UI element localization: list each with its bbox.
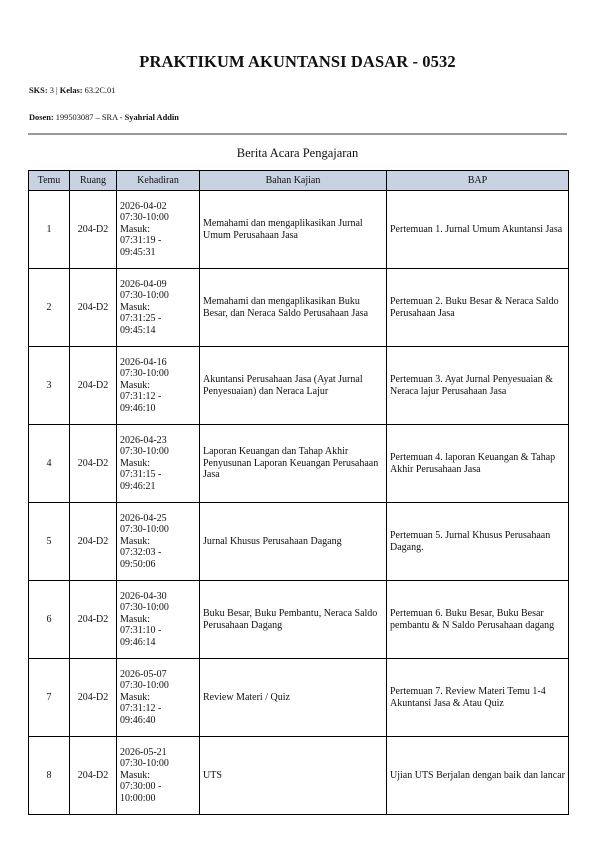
kelas-value: 63.2C.01 (84, 86, 116, 95)
cell-bap: Pertemuan 2. Buku Besar & Neraca Saldo Perusahaan Jasa (387, 269, 569, 347)
cell-ruang: 204-D2 (70, 503, 117, 581)
cell-bap: Pertemuan 7. Review Materi Temu 1-4 Akuntansi Jasa & Atau Quiz (387, 659, 569, 737)
table-row (29, 581, 569, 659)
cell-bap: Pertemuan 3. Ayat Jurnal Penyesuaian & Neraca lajur Perusahaan Jasa (387, 347, 569, 425)
table-header-row (29, 171, 569, 191)
cell-bahan-kajian: Review Materi / Quiz (200, 659, 387, 737)
table-row (29, 659, 569, 737)
header-ruang: Ruang (70, 171, 117, 191)
cell-kehadiran: 2026-05-07 07:30-10:00 Masuk: 07:31:12 - 09:46:40 (117, 659, 200, 737)
cell-kehadiran: 2026-04-25 07:30-10:00 Masuk: 07:32:03 - 09:50:06 (117, 503, 200, 581)
header-kehadiran: Kehadiran (117, 171, 200, 191)
sks-label: SKS: (29, 86, 48, 95)
kelas-label: Kelas: (59, 86, 83, 95)
dosen-name: Syahrial Addin (124, 113, 179, 122)
page-title: PRAKTIKUM AKUNTANSI DASAR - 0532 (139, 52, 456, 71)
lecturer-info-line (29, 113, 179, 122)
cell-bahan-kajian: Memahami dan mengaplikasikan Jurnal Umum Perusahaan Jasa (200, 191, 387, 269)
table-row (29, 191, 569, 269)
section-title: Berita Acara Pengajaran (236, 146, 359, 160)
sks-value: 3 (49, 86, 54, 95)
cell-kehadiran: 2026-04-09 07:30-10:00 Masuk: 07:31:25 - 09:45:14 (117, 269, 200, 347)
cell-bahan-kajian: Akuntansi Perusahaan Jasa (Ayat Jurnal Penyesuaian) dan Neraca Lajur (200, 347, 387, 425)
cell-ruang: 204-D2 (70, 269, 117, 347)
table-row (29, 503, 569, 581)
cell-ruang: 204-D2 (70, 581, 117, 659)
cell-bap: Pertemuan 4. laporan Keuangan & Tahap Akhir Perusahaan Jasa (387, 425, 569, 503)
course-info-line (29, 86, 115, 95)
cell-bap: Pertemuan 6. Buku Besar, Buku Besar pembantu & N Saldo Perusahaan dagang (387, 581, 569, 659)
table-row (29, 347, 569, 425)
cell-ruang: 204-D2 (70, 737, 117, 815)
cell-ruang: 204-D2 (70, 347, 117, 425)
table-row (29, 737, 569, 815)
cell-ruang: 204-D2 (70, 191, 117, 269)
table-row (29, 425, 569, 503)
cell-temu: 1 (29, 191, 70, 269)
divider (28, 133, 567, 135)
dosen-label: Dosen: (29, 113, 54, 122)
cell-kehadiran: 2026-04-16 07:30-10:00 Masuk: 07:31:12 - 09:46:10 (117, 347, 200, 425)
cell-bahan-kajian: Laporan Keuangan dan Tahap Akhir Penyusunan Laporan Keuangan Perusahaan Jasa (200, 425, 387, 503)
table-row (29, 269, 569, 347)
header-bahan-kajian: Bahan Kajian (200, 171, 387, 191)
cell-bahan-kajian: Memahami dan mengaplikasikan Buku Besar, dan Neraca Saldo Perusahaan Jasa (200, 269, 387, 347)
cell-kehadiran: 2026-04-23 07:30-10:00 Masuk: 07:31:15 - 09:46:21 (117, 425, 200, 503)
cell-temu: 7 (29, 659, 70, 737)
cell-bahan-kajian: Buku Besar, Buku Pembantu, Neraca Saldo Perusahaan Dagang (200, 581, 387, 659)
cell-temu: 8 (29, 737, 70, 815)
bap-table (28, 170, 569, 815)
info-separator: | (56, 86, 58, 95)
cell-temu: 2 (29, 269, 70, 347)
header-bap: BAP (387, 171, 569, 191)
cell-kehadiran: 2026-04-30 07:30-10:00 Masuk: 07:31:10 - 09:46:14 (117, 581, 200, 659)
dosen-value: 199503087 – SRA - (55, 113, 123, 122)
cell-ruang: 204-D2 (70, 659, 117, 737)
cell-bap: Ujian UTS Berjalan dengan baik dan lancar (387, 737, 569, 815)
cell-kehadiran: 2026-04-02 07:30-10:00 Masuk: 07:31:19 - 09:45:31 (117, 191, 200, 269)
cell-temu: 4 (29, 425, 70, 503)
header-temu: Temu (29, 171, 70, 191)
cell-bap: Pertemuan 5. Jurnal Khusus Perusahaan Dagang. (387, 503, 569, 581)
cell-bap: Pertemuan 1. Jurnal Umum Akuntansi Jasa (387, 191, 569, 269)
cell-bahan-kajian: UTS (200, 737, 387, 815)
cell-bahan-kajian: Jurnal Khusus Perusahaan Dagang (200, 503, 387, 581)
cell-temu: 6 (29, 581, 70, 659)
cell-temu: 5 (29, 503, 70, 581)
cell-ruang: 204-D2 (70, 425, 117, 503)
cell-kehadiran: 2026-05-21 07:30-10:00 Masuk: 07:30:00 - 10:00:00 (117, 737, 200, 815)
cell-temu: 3 (29, 347, 70, 425)
